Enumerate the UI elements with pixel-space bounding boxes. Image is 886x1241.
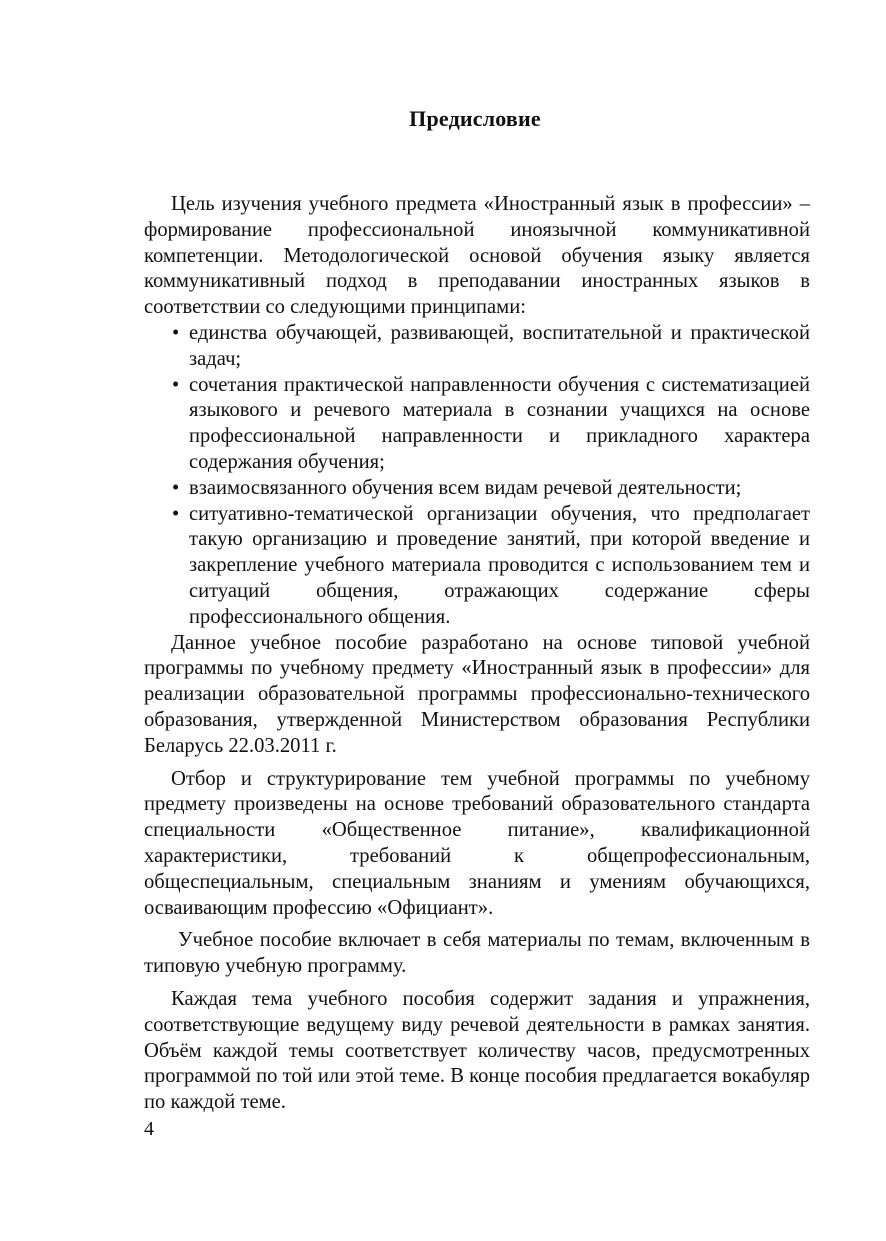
paragraph-program-basis: Данное учебное пособие разработано на основе типовой учебной программы по учебному предмету «Иностранный язык в профессии» для реализации образовательной программы профессионально-технического образования, утвержденной Министерством образования Республики Беларусь 22.03.2011 г.: [144, 631, 810, 757]
page-number: 4: [144, 1118, 154, 1140]
principle-item: • взаимосвязанного обучения всем видам речевой деятельности;: [189, 476, 810, 502]
preface-text: [144, 192, 810, 1116]
principle-item: • сочетания практической направленности обучения с систематизацией языкового и речевого материала в сознании учащихся на основе профессиональной направленности и прикладного характера содержания обучения;: [189, 373, 810, 476]
paragraph-materials: Учебное пособие включает в себя материалы по темам, включенным в типовую учебную программу.: [144, 929, 810, 978]
principle-item: • ситуативно-тематической организации обучения, что предполагает такую организацию и проведение занятий, при которой введение и закрепление учебного материала проводится с использованием тем и ситуаций общения, отражающих содержание сферы профессионального общения.: [189, 502, 810, 631]
paragraph-topic-selection: Отбор и структурирование тем учебной программы по учебному предмету произведены на основе требований образовательного стандарта специальности «Общественное питание», квалификационной характеристики, требований к общепрофессиональным, общеспециальным, специальным знаниям и умениям обучающихся, осваивающим профессию «Официант».: [144, 767, 810, 919]
paragraph-topic-structure: Каждая тема учебного пособия содержит задания и упражнения, соответствующие ведущему виду речевой деятельности в рамках занятия. Объём каждой темы соответствует количеству часов, предусмотренных программой по той или этой теме. В конце пособия предлагается вокабуляр по каждой теме.: [144, 987, 810, 1114]
principle-item: • единства обучающей, развивающей, воспитательной и практической задач;: [189, 321, 810, 373]
page-title: Предисловие: [409, 106, 541, 131]
principles-list: [144, 321, 810, 631]
intro-paragraph: Цель изучения учебного предмета «Иностранный язык в профессии» – формирование профессиональной иноязычной коммуникативной компетенции. Методологической основой обучения языку является коммуникативный подход в преподавании иностранных языков в соответствии со следующими принципами:: [144, 193, 810, 319]
